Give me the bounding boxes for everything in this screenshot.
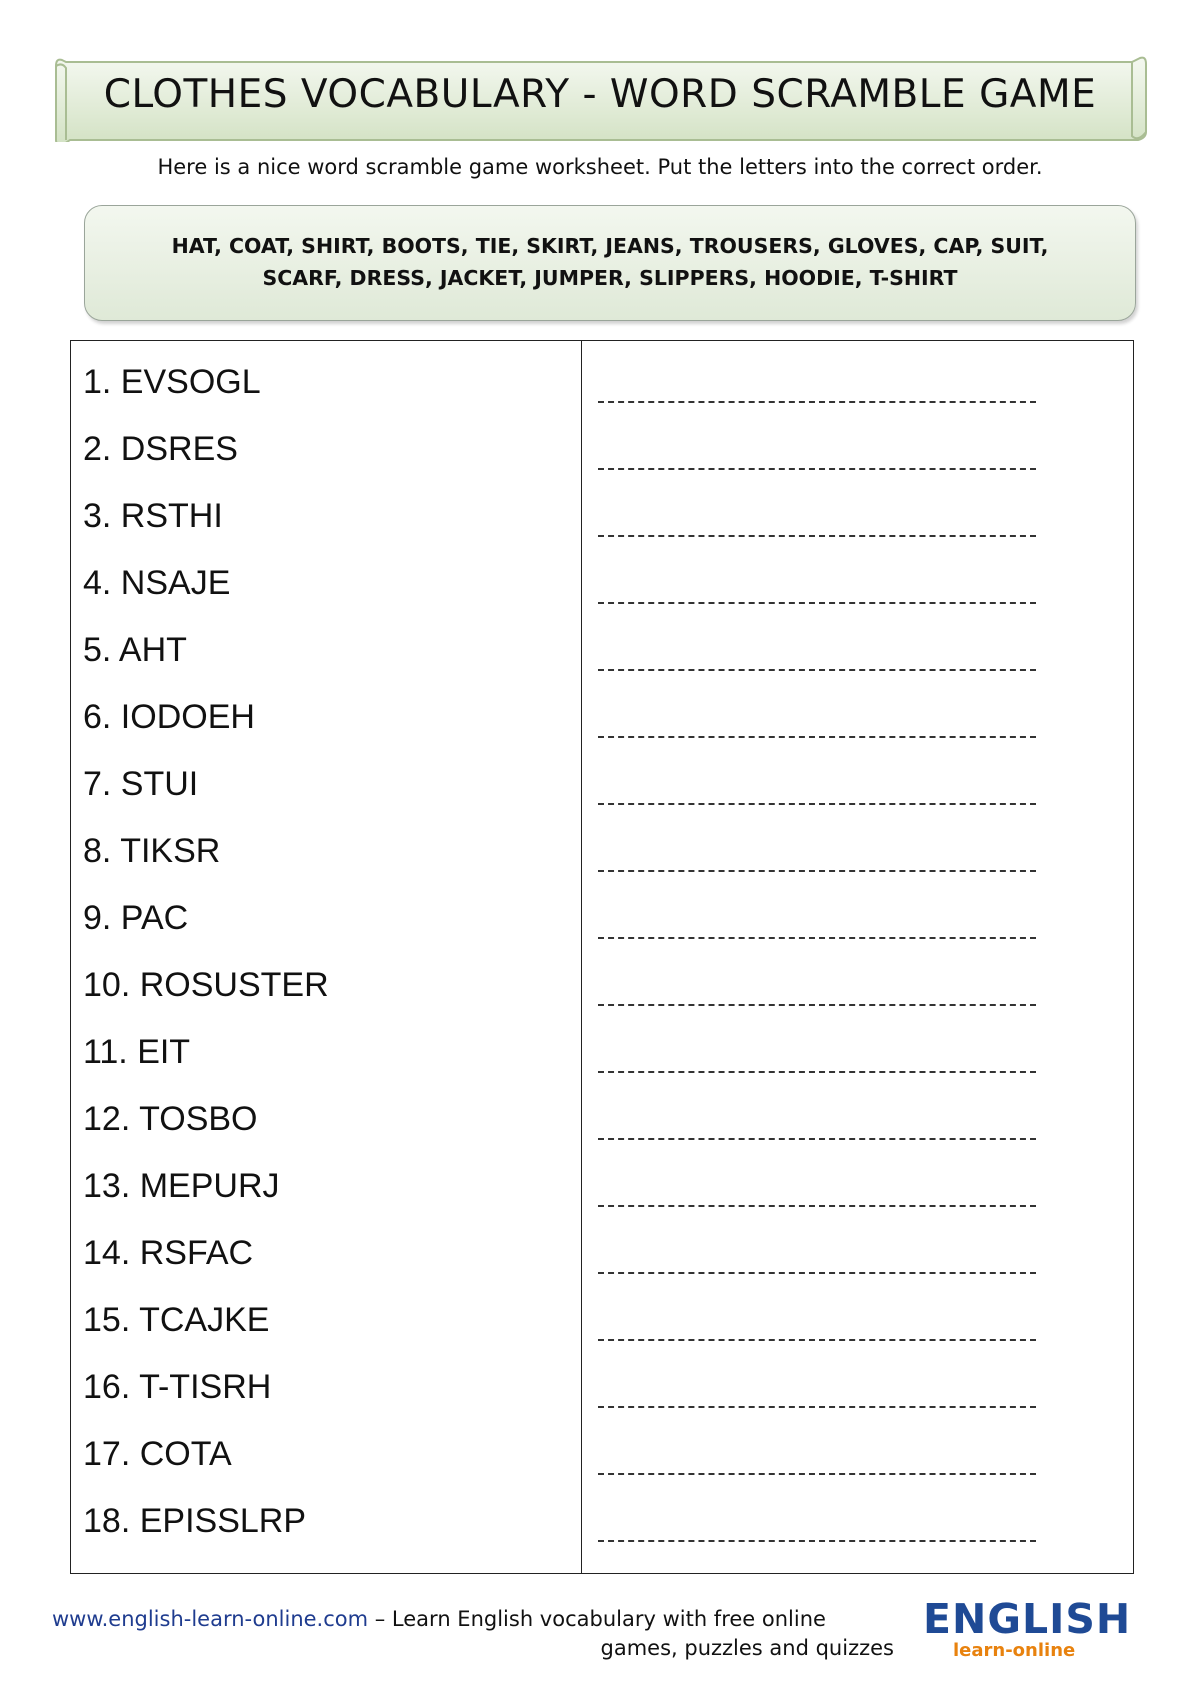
answer-line[interactable] — [598, 1004, 1036, 1006]
scrambled-word: 12. TOSBO — [83, 1100, 258, 1138]
clue-row — [71, 353, 1133, 420]
clue-row — [71, 755, 1133, 822]
answer-line[interactable] — [598, 803, 1036, 805]
scrambled-word: 4. NSAJE — [83, 564, 231, 602]
clue-row — [71, 822, 1133, 889]
answer-line[interactable] — [598, 736, 1036, 738]
answer-line[interactable] — [598, 1339, 1036, 1341]
clue-row — [71, 621, 1133, 688]
clue-row — [71, 1157, 1133, 1224]
clue-row — [71, 1090, 1133, 1157]
clue-row — [71, 1224, 1133, 1291]
word-bank-box — [84, 205, 1136, 321]
word-bank-text — [95, 230, 1125, 294]
answer-line[interactable] — [598, 401, 1036, 403]
website-link[interactable]: www.english-learn-online.com — [52, 1607, 369, 1631]
page-title: CLOTHES VOCABULARY - WORD SCRAMBLE GAME — [103, 72, 1097, 117]
scrambled-word: 2. DSRES — [83, 430, 238, 468]
logo-sub-text: learn-online — [953, 1640, 1076, 1661]
clue-row — [71, 1291, 1133, 1358]
answer-line[interactable] — [598, 1071, 1036, 1073]
clue-row — [71, 1023, 1133, 1090]
clue-row — [71, 420, 1133, 487]
answer-line[interactable] — [598, 1406, 1036, 1408]
scrambled-word: 9. PAC — [83, 899, 189, 937]
clue-row — [71, 1492, 1133, 1559]
clue-row — [71, 889, 1133, 956]
scrambled-word: 17. COTA — [83, 1435, 232, 1473]
answer-line[interactable] — [598, 1205, 1036, 1207]
clue-row — [71, 1358, 1133, 1425]
scrambled-word: 10. ROSUSTER — [83, 966, 329, 1004]
scrambled-word: 15. TCAJKE — [83, 1301, 270, 1339]
clue-row — [71, 487, 1133, 554]
answer-line[interactable] — [598, 535, 1036, 537]
footer-text-2: games, puzzles and quizzes — [600, 1636, 894, 1660]
answer-line[interactable] — [598, 1540, 1036, 1542]
answer-line[interactable] — [598, 1138, 1036, 1140]
clue-row — [71, 688, 1133, 755]
title-banner — [52, 52, 1148, 134]
answer-line[interactable] — [598, 1272, 1036, 1274]
answer-line[interactable] — [598, 468, 1036, 470]
intro-text: Here is a nice word scramble game worksheet. Put the letters into the correct order. — [157, 155, 1043, 179]
answer-line[interactable] — [598, 669, 1036, 671]
footer-line-1 — [52, 1607, 826, 1631]
word-bank-line-2: SCARF, DRESS, JACKET, JUMPER, SLIPPERS, HOODIE, T-SHIRT — [262, 266, 958, 290]
scrambled-word: 16. T-TISRH — [83, 1368, 272, 1406]
scrambled-word: 8. TIKSR — [83, 832, 221, 870]
scrambled-word: 3. RSTHI — [83, 497, 223, 535]
scrambled-word: 11. EIT — [83, 1033, 191, 1071]
scrambled-word: 6. IODOEH — [83, 698, 255, 736]
logo-main-text: ENGLISH — [923, 1595, 1132, 1643]
answer-line[interactable] — [598, 1473, 1036, 1475]
word-bank-line-1: HAT, COAT, SHIRT, BOOTS, TIE, SKIRT, JEANS, TROUSERS, GLOVES, CAP, SUIT, — [171, 234, 1049, 258]
clue-row — [71, 554, 1133, 621]
scramble-table — [70, 340, 1134, 1574]
scrambled-word: 1. EVSOGL — [83, 363, 261, 401]
scrambled-word: 7. STUI — [83, 765, 199, 803]
clue-row — [71, 956, 1133, 1023]
english-learn-online-logo — [923, 1595, 1132, 1661]
answer-line[interactable] — [598, 602, 1036, 604]
answer-line[interactable] — [598, 937, 1036, 939]
scrambled-word: 14. RSFAC — [83, 1234, 254, 1272]
scrambled-word: 18. EPISSLRP — [83, 1502, 307, 1540]
answer-line[interactable] — [598, 870, 1036, 872]
clue-row — [71, 1425, 1133, 1492]
footer-text-1: – Learn English vocabulary with free online — [368, 1607, 826, 1631]
scrambled-word: 5. AHT — [83, 631, 187, 669]
scrambled-word: 13. MEPURJ — [83, 1167, 280, 1205]
